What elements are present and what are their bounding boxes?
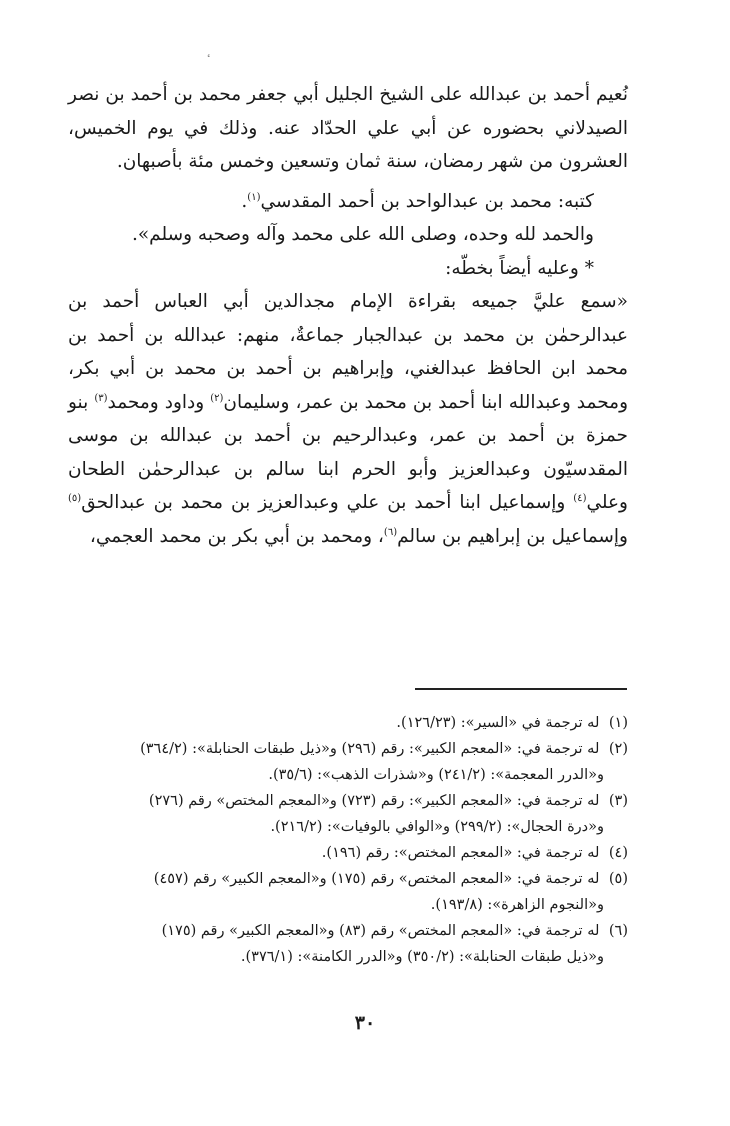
footnote-ref-2: (٢) xyxy=(210,392,224,404)
footnote-3 xyxy=(68,788,628,840)
footnote-text: له ترجمة في: «المعجم المختص» رقم (١٧٥) و«المعجم الكبير» رقم (٤٥٧) xyxy=(153,871,600,887)
footnote-1 xyxy=(68,710,628,736)
footnote-5 xyxy=(68,866,628,918)
audition-text-4: وإسماعيل ابنا أحمد بن علي وعبدالعزيز بن محمد بن عبدالحق xyxy=(81,492,574,513)
footnote-number: (٤) xyxy=(608,845,628,861)
footnote-continuation: و«الدرر المعجمة»: (٢٤١/٢) و«شذرات الذهب»: (٣٥/٦). xyxy=(268,767,604,783)
footnote-ref-4: (٤) xyxy=(573,492,587,504)
footnote-number: (٥) xyxy=(608,871,628,887)
audition-text-6: ، ومحمد بن أبي بكر بن محمد العجمي، xyxy=(89,525,384,547)
footnote-continuation: و«درة الحجال»: (٢٩٩/٢) و«الوافي بالوفيات»: (٢١٦/٢). xyxy=(270,819,604,835)
footnote-continuation: و«النجوم الزاهرة»: (١٩٣/٨). xyxy=(430,897,604,913)
audition-text-5: وإسماعيل بن إبراهيم بن سالم xyxy=(397,525,628,547)
footnote-text: له ترجمة في: «المعجم الكبير»: رقم (٧٢٣) و«المعجم المختص» رقم (٢٧٦) xyxy=(148,793,600,809)
footnote-text: له ترجمة في: «المعجم المختص» رقم (٨٣) و«المعجم الكبير» رقم (١٧٥) xyxy=(161,923,600,939)
footnote-text: له ترجمة في «السير»: (١٢٦/٢٣). xyxy=(396,715,600,731)
signature-text: كتبه: محمد بن عبدالواحد بن أحمد المقدسي xyxy=(260,190,594,212)
section-heading: * وعليه أيضاً بخطّه: xyxy=(445,257,594,279)
doxology-line: والحمد لله وحده، وصلى الله على محمد وآله وصحبه وسلم». xyxy=(131,224,594,245)
footnote-text: له ترجمة في: «المعجم الكبير»: رقم (٢٩٦) و«ذيل طبقات الحنابلة»: (٣٦٤/٢) xyxy=(140,741,600,757)
signature-end: . xyxy=(241,190,248,212)
paragraph-audition xyxy=(68,285,628,553)
page-number: ٣٠ xyxy=(354,1012,376,1034)
audition-text-3: بنو حمزة بن أحمد بن عمر، وعبدالرحيم بن أحمد بن عبدالله بن موسى المقدسيّون وعبدالعزيز وأبو الحرم ابنا سالم بن عبدالرحمٰن الطحان وعلي xyxy=(68,391,628,513)
footnotes xyxy=(68,710,628,970)
footnote-ref-1: (١) xyxy=(247,191,261,203)
footnote-number: (٦) xyxy=(608,923,628,939)
footnote-ref-5: (٥) xyxy=(68,492,82,504)
audition-text-1: «سمع عليَّ جميعه بقراءة الإمام مجدالدين أبي العباس أحمد بن عبدالرحمٰن بن محمد بن عبدالجبار جماعةٌ، منهم: عبدالله بن أحمد بن محمد ابن الحافظ عبدالغني، وإبراهيم بن أحمد بن محمد بن أبي بكر، ومحمد وعبدالله ابنا أحمد بن محمد بن عمر، وسليمان xyxy=(68,291,629,413)
paragraph-colophon: نُعيم أحمد بن عبدالله على الشيخ الجليل أبي جعفر محمد بن أحمد بن نصر الصيدلاني بحضوره عن أبي علي الحدّاد عنه. وذلك في يوم الخميس، العشرون من شهر رمضان، سنة ثمان وتسعين وخمس مئة بأصبهان. xyxy=(68,84,628,172)
footnote-6 xyxy=(68,918,628,970)
footnote-4 xyxy=(68,840,628,866)
footnote-separator xyxy=(415,688,627,690)
footnote-text: له ترجمة في: «المعجم المختص»: رقم (١٩٦). xyxy=(321,845,600,861)
audition-text-2: وداود ومحمد xyxy=(107,391,211,413)
footnote-ref-3: (٣) xyxy=(94,392,108,404)
main-text xyxy=(68,78,628,553)
footnote-number: (١) xyxy=(608,715,628,731)
footnote-number: (٢) xyxy=(608,741,628,757)
footnote-continuation: و«ذيل طبقات الحنابلة»: (٣٥٠/٢) و«الدرر الكامنة»: (٣٧٦/١). xyxy=(240,949,604,965)
signature-line xyxy=(68,185,628,219)
footnote-ref-6: (٦) xyxy=(383,526,398,538)
footnote-2 xyxy=(68,736,628,788)
footnote-number: (٣) xyxy=(608,793,628,809)
